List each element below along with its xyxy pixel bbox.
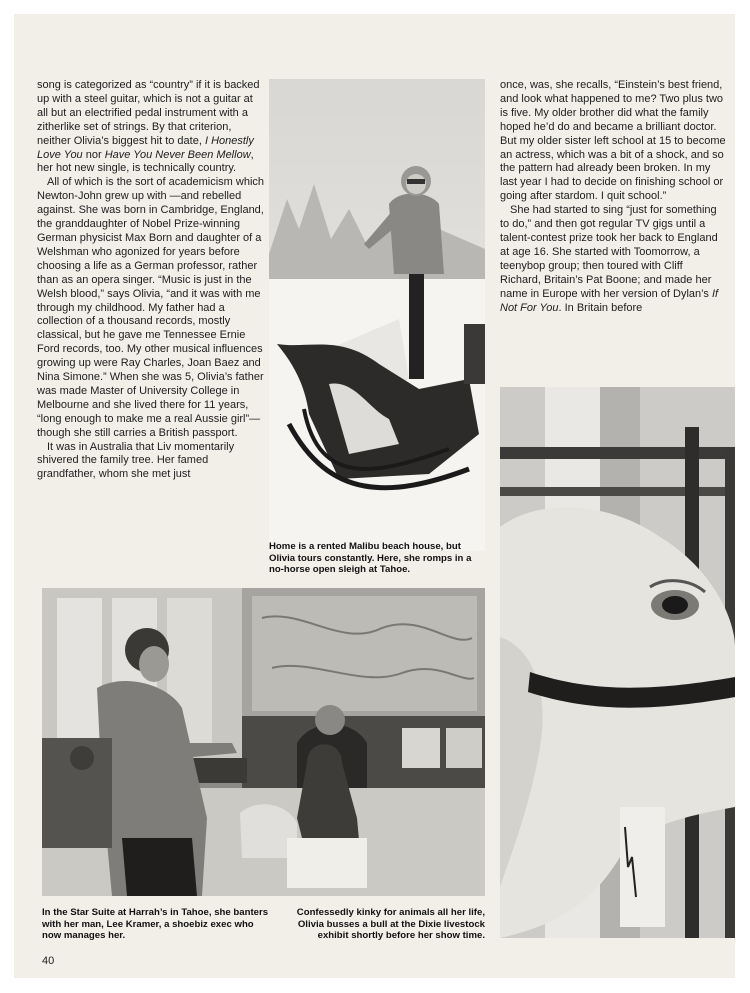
song-title-have-you-never-been-mellow: Have You Never Been Mellow: [104, 148, 251, 161]
article-column-right: [500, 79, 726, 315]
bull-caption: Confessedly kinky for animals all her life, Olivia busses a bull at the Dixie livestock exhibit shortly before her show time.: [296, 907, 485, 942]
song-title-if-not-for-you: If Not For You: [500, 287, 719, 314]
paragraph-2: All of which is the sort of academicism which Newton-John grew up with —and rebelled against. She was born in Cambridge, England, the granddaughter of Nobel Prize-winning German physicist Max Born and daughter of a Welshman who agonized for years before choosing a life as a German professor, rather than as an opera singer. “Music is just in the Welsh blood,” says Olivia, “and it was with me through my childhood. My father had a collection of a thousand records, mostly classical, but he gave me Tennessee Ernie Ford records, too. My other musical influences growing up were Ray Charles, Joan Baez and Nina Simone.” When she was 5, Olivia’s father was made Master of University College in Melbourne and she lived there for 11 years, “long enough to make me a real Aussie girl”—though she still carries a British passport.: [37, 176, 265, 439]
magazine-page: [14, 14, 735, 978]
paragraph-4: once, was, she recalls, “Einstein’s best friend, and look what happened to me? Two plus two is five. My older brother did what the family hoped he’d do and became a brilliant doctor. But my older sister left school at 15 to become an actress, which was a bit of a shock, and so the pattern had already been broken. In my last year I had to decide on finishing school or going after stardom. I quit school.”: [500, 79, 726, 203]
paragraph-5: She had started to sing “just for something to do,” and then got regular TV gigs until a talent-contest prize took her back to England at age 16. She started with Toomorrow, a teenybop group; then toured with Cliff Richard, Britain’s Pat Boone; and made her name in Europe with her version of Dylan’s If Not For You. In Britain before: [500, 204, 719, 314]
sleigh-photo: [269, 79, 485, 551]
star-suite-caption: In the Star Suite at Harrah’s in Tahoe, she banters with her man, Lee Kramer, a shoebiz exec who now manages her.: [42, 907, 269, 942]
star-suite-photo: [42, 588, 485, 896]
song-title-honestly-love-you: I Honestly Love You: [37, 134, 254, 161]
bull-photo: [500, 387, 735, 938]
sleigh-caption: Home is a rented Malibu beach house, but Olivia tours constantly. Here, she romps in a no-horse open sleigh at Tahoe.: [269, 541, 472, 576]
page-number: 40: [42, 955, 55, 967]
paragraph-1: song is categorized as “country” if it is backed up with a steel guitar, which is not a guitar at all but an electrified pedal instrument with a zitherlike set of strings. By that criterion, neither Olivia’s biggest hit to date, I Honestly Love You nor Have You Never Been Mellow, her hot new single, is technically country.: [37, 79, 260, 175]
article-column-left: [37, 79, 265, 482]
paragraph-3: It was in Australia that Liv momentarily shivered the family tree. Her famed grandfather, whom she met just: [37, 440, 235, 481]
